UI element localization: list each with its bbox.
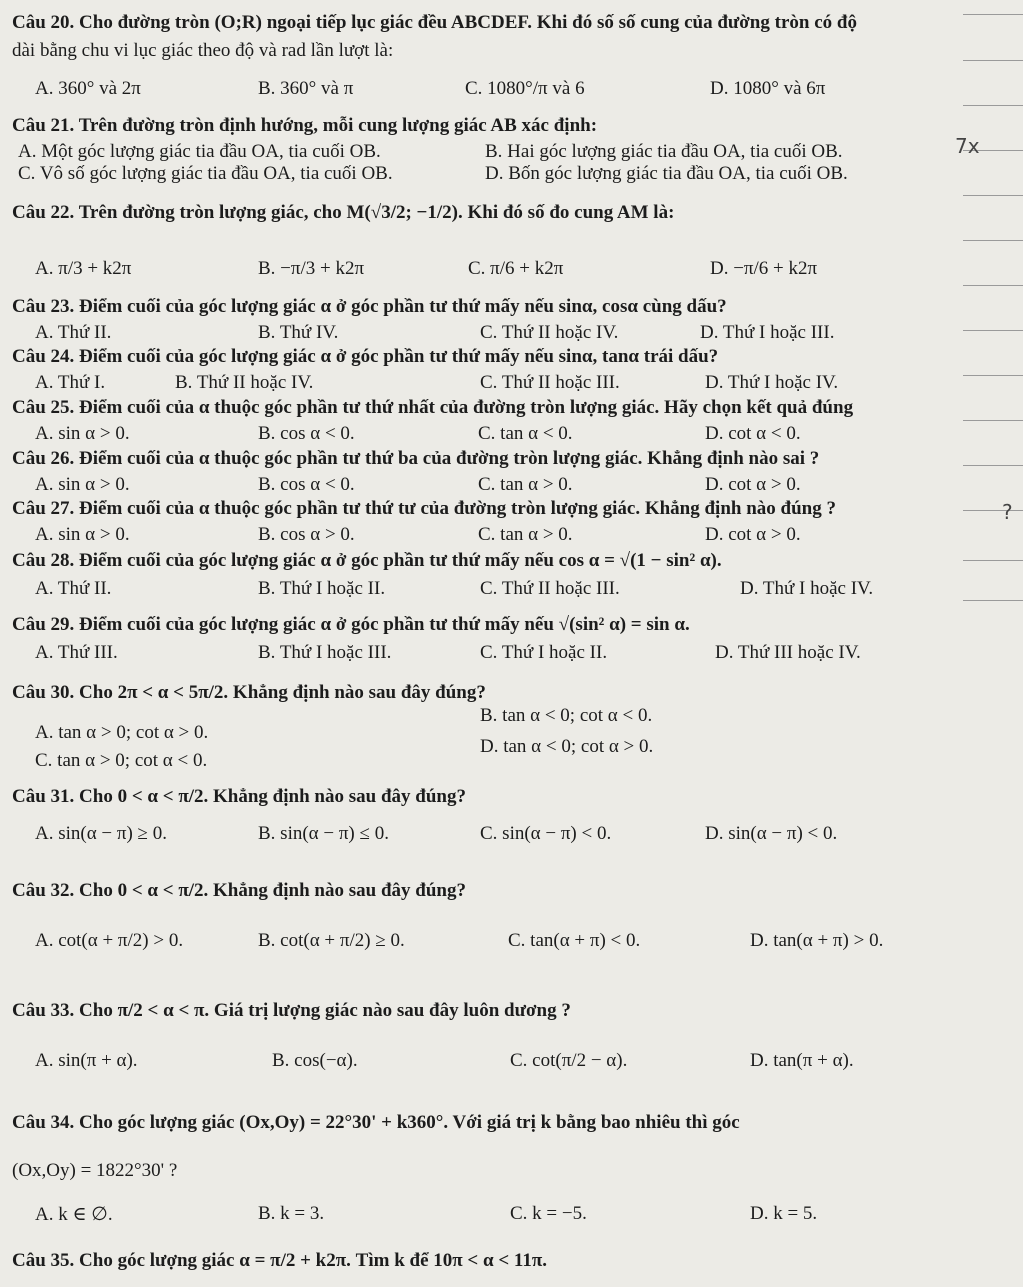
answer-option: C. k = −5.	[510, 1203, 587, 1224]
margin-note: ?	[1002, 500, 1013, 524]
answer-option: D. cot α > 0.	[705, 524, 801, 545]
answer-option: A. sin(π + α).	[35, 1050, 138, 1071]
answer-option: A. π/3 + k2π	[35, 258, 132, 279]
answer-option: B. tan α < 0; cot α < 0.	[480, 705, 653, 726]
answer-option: B. −π/3 + k2π	[258, 258, 365, 279]
ruled-line	[963, 375, 1023, 376]
ruled-line	[963, 510, 1023, 511]
answer-option: C. tan α > 0.	[478, 474, 573, 495]
answer-option: B. Thứ I hoặc II.	[258, 578, 386, 599]
margin-note: 7x	[955, 134, 980, 158]
answer-option: D. cot α < 0.	[705, 423, 801, 444]
answer-option: C. tan α < 0.	[478, 423, 573, 444]
answer-option: D. Bốn góc lượng giác tia đầu OA, tia cuối OB.	[485, 163, 848, 184]
question-stem: Câu 26. Điểm cuối của α thuộc góc phần tư thứ ba của đường tròn lượng giác. Khẳng định nào sai ?	[12, 448, 820, 469]
question-stem: dài bằng chu vi lục giác theo độ và rad lần lượt là:	[12, 40, 394, 61]
answer-option: C. Thứ II hoặc III.	[480, 372, 620, 393]
answer-option: B. cos α > 0.	[258, 524, 355, 545]
answer-option: A. sin α > 0.	[35, 474, 130, 495]
answer-option: D. Thứ I hoặc IV.	[705, 372, 839, 393]
answer-option: C. Thứ II hoặc III.	[480, 578, 620, 599]
answer-option: A. sin(α − π) ≥ 0.	[35, 823, 167, 844]
answer-option: C. π/6 + k2π	[468, 258, 564, 279]
ruled-line	[963, 560, 1023, 561]
answer-option: D. tan α < 0; cot α > 0.	[480, 736, 654, 757]
answer-option: B. cot(α + π/2) ≥ 0.	[258, 930, 405, 951]
answer-option: D. Thứ III hoặc IV.	[715, 642, 861, 663]
answer-option: D. tan(α + π) > 0.	[750, 930, 884, 951]
ruled-line	[963, 330, 1023, 331]
question-stem: Câu 24. Điểm cuối của góc lượng giác α ở góc phần tư thứ mấy nếu sinα, tanα trái dấu?	[12, 346, 719, 367]
question-stem: Câu 22. Trên đường tròn lượng giác, cho M(√3/2; −1/2). Khi đó số đo cung AM là:	[12, 202, 675, 223]
answer-option: B. cos α < 0.	[258, 474, 355, 495]
question-stem: (Ox,Oy) = 1822°30' ?	[12, 1160, 178, 1181]
answer-option: A. Thứ III.	[35, 642, 118, 663]
question-stem: Câu 33. Cho π/2 < α < π. Giá trị lượng giác nào sau đây luôn dương ?	[12, 1000, 571, 1021]
ruled-line	[963, 240, 1023, 241]
question-stem: Câu 32. Cho 0 < α < π/2. Khẳng định nào sau đây đúng?	[12, 880, 466, 901]
answer-option: D. k = 5.	[750, 1203, 818, 1224]
ruled-line	[963, 105, 1023, 106]
answer-option: D. 1080° và 6π	[710, 78, 826, 99]
answer-option: D. Thứ I hoặc IV.	[740, 578, 874, 599]
question-stem: Câu 34. Cho góc lượng giác (Ox,Oy) = 22°30' + k360°. Với giá trị k bằng bao nhiêu thì góc	[12, 1112, 740, 1133]
answer-option: D. tan(π + α).	[750, 1050, 854, 1071]
answer-option: D. Thứ I hoặc III.	[700, 322, 835, 343]
answer-option: B. sin(α − π) ≤ 0.	[258, 823, 389, 844]
ruled-line	[963, 60, 1023, 61]
answer-option: A. 360° và 2π	[35, 78, 141, 99]
answer-option: A. sin α > 0.	[35, 524, 130, 545]
question-stem: Câu 27. Điểm cuối của α thuộc góc phần tư thứ tư của đường tròn lượng giác. Khẳng định nào đúng ?	[12, 498, 836, 519]
answer-option: A. k ∈ ∅.	[35, 1204, 113, 1225]
answer-option: C. Thứ I hoặc II.	[480, 642, 608, 663]
ruled-line	[963, 465, 1023, 466]
ruled-line	[963, 285, 1023, 286]
answer-option: C. 1080°/π và 6	[465, 78, 585, 99]
ruled-line	[963, 420, 1023, 421]
answer-option: A. Thứ II.	[35, 322, 112, 343]
answer-option: D. −π/6 + k2π	[710, 258, 818, 279]
answer-option: C. tan α > 0.	[478, 524, 573, 545]
answer-option: B. Thứ I hoặc III.	[258, 642, 392, 663]
question-stem: Câu 25. Điểm cuối của α thuộc góc phần tư thứ nhất của đường tròn lượng giác. Hãy chọn kết quả đúng	[12, 397, 854, 418]
question-stem: Câu 23. Điểm cuối của góc lượng giác α ở góc phần tư thứ mấy nếu sinα, cosα cùng dấu?	[12, 296, 727, 317]
answer-option: B. Hai góc lượng giác tia đầu OA, tia cuối OB.	[485, 141, 843, 162]
answer-option: A. cot(α + π/2) > 0.	[35, 930, 184, 951]
answer-option: A. Thứ I.	[35, 372, 106, 393]
ruled-line	[963, 600, 1023, 601]
answer-option: B. cos α < 0.	[258, 423, 355, 444]
question-stem: Câu 21. Trên đường tròn định hướng, mỗi cung lượng giác AB xác định:	[12, 115, 598, 136]
answer-option: D. sin(α − π) < 0.	[705, 823, 838, 844]
question-stem: Câu 28. Điểm cuối của góc lượng giác α ở góc phần tư thứ mấy nếu cos α = √(1 − sin² α).	[12, 550, 722, 571]
answer-option: C. Thứ II hoặc IV.	[480, 322, 619, 343]
answer-option: A. Thứ II.	[35, 578, 112, 599]
answer-option: B. cos(−α).	[272, 1050, 358, 1071]
question-stem: Câu 31. Cho 0 < α < π/2. Khẳng định nào sau đây đúng?	[12, 786, 466, 807]
answer-option: A. sin α > 0.	[35, 423, 130, 444]
answer-option: C. tan(α + π) < 0.	[508, 930, 641, 951]
answer-option: B. 360° và π	[258, 78, 354, 99]
question-stem: Câu 35. Cho góc lượng giác α = π/2 + k2π. Tìm k để 10π < α < 11π.	[12, 1250, 548, 1271]
answer-option: D. cot α > 0.	[705, 474, 801, 495]
question-stem: Câu 29. Điểm cuối của góc lượng giác α ở góc phần tư thứ mấy nếu √(sin² α) = sin α.	[12, 614, 690, 635]
answer-option: C. sin(α − π) < 0.	[480, 823, 612, 844]
ruled-line	[963, 195, 1023, 196]
answer-option: A. Một góc lượng giác tia đầu OA, tia cuối OB.	[18, 141, 381, 162]
question-stem: Câu 30. Cho 2π < α < 5π/2. Khẳng định nào sau đây đúng?	[12, 682, 486, 703]
question-stem: Câu 20. Cho đường tròn (O;R) ngoại tiếp lục giác đều ABCDEF. Khi đó số số cung của đường tròn có độ	[12, 12, 857, 33]
answer-option: A. tan α > 0; cot α > 0.	[35, 722, 209, 743]
answer-option: B. Thứ II hoặc IV.	[175, 372, 314, 393]
answer-option: B. Thứ IV.	[258, 322, 339, 343]
answer-option: B. k = 3.	[258, 1203, 325, 1224]
ruled-line	[963, 14, 1023, 15]
answer-option: C. Vô số góc lượng giác tia đầu OA, tia cuối OB.	[18, 163, 393, 184]
answer-option: C. cot(π/2 − α).	[510, 1050, 628, 1071]
answer-option: C. tan α > 0; cot α < 0.	[35, 750, 208, 771]
